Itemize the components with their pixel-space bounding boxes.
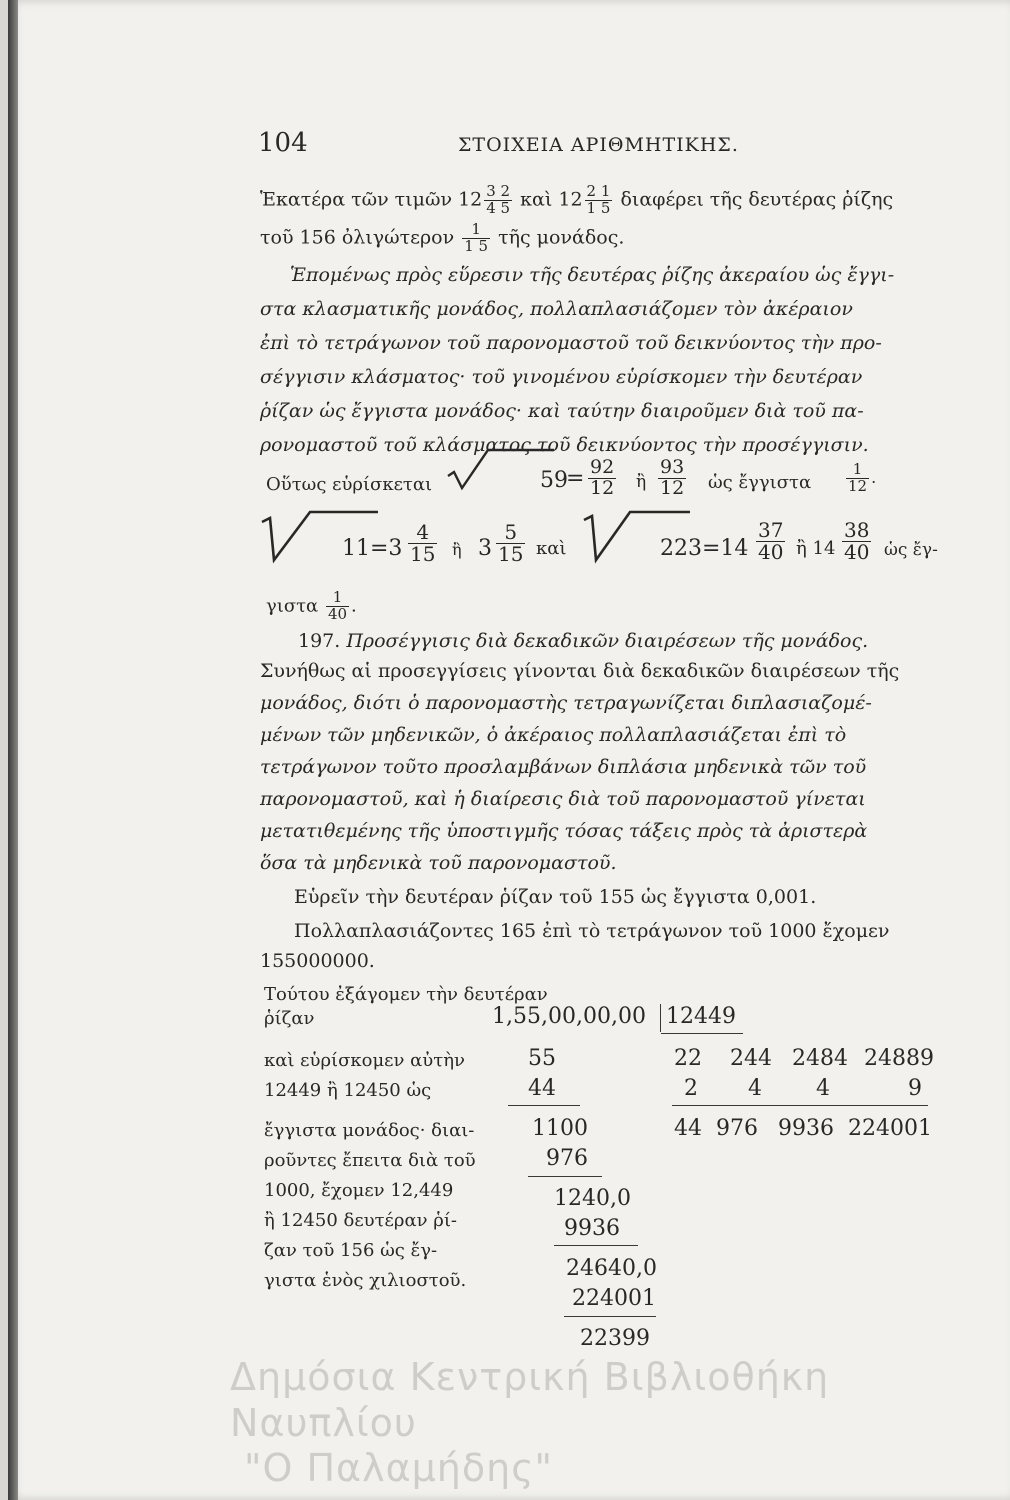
section-number: 197. [298,630,341,652]
fraction-numerator: 1 [326,590,349,607]
para2-line: Ἑπομένως πρὸς εὕρεσιν τῆς δευτέρας ῥίζης ἀκεραίου ὡς ἔγγι- [290,264,895,286]
work-step: 24640,0 [566,1256,657,1281]
work-step: 1240,0 [554,1186,631,1211]
root-result: 12449 [666,1004,736,1029]
eq2-equals2: =14 [702,536,749,561]
fraction [484,184,512,217]
eq1-radicand: 59 [540,468,568,493]
trial-value: 9 [908,1076,922,1101]
fraction-numerator: 93 [660,456,685,478]
trial-value: 44 [674,1116,702,1141]
work-rule [564,1316,656,1317]
side-text: 12449 ἢ 12450 ὡς [264,1080,432,1101]
side-text: ῥίζαν [264,1008,315,1029]
work-step: 9936 [564,1216,620,1241]
root-divider [660,1004,661,1032]
work-rule [528,1176,602,1177]
section-line: μένων τῶν μηδενικῶν, ὁ ἀκέραιος πολλαπλασιάζεται ἐπὶ τὸ [260,724,847,746]
root-underline [661,1033,743,1034]
fraction-denominator: 40 [327,604,348,623]
work-step: 1100 [532,1116,588,1141]
fraction [406,522,439,565]
section-line: μονάδος, διότι ὁ παρονομαστὴς τετραγωνίζεται διπλασιαζομέ- [260,692,872,714]
trial-value: 24889 [864,1046,934,1071]
fraction [586,458,618,499]
section-line: μετατιθεμένης τῆς ὑποστιγμῆς τόσας τάξεις πρὸς τὰ ἀριστερὰ [260,820,868,842]
page-number: 104 [258,128,308,158]
example-task: Εὑρεῖν τὴν δευτέραν ῥίζαν τοῦ 155 ὡς ἔγγιστα 0,001. [294,886,817,908]
para1-text-a: Ἑκατέρα τῶν τιμῶν 12 [260,188,483,211]
para2-line: σέγγισιν κλάσματος· τοῦ γινομένου εὑρίσκομεν τὴν δευτέραν [260,366,863,388]
para1-text-d: τοῦ 156 ὀλιγώτερον [260,226,455,249]
trial-value: 224001 [848,1116,932,1141]
fraction-denominator: 12 [660,476,685,499]
library-watermark [230,1355,1010,1492]
fraction-denominator: 40 [758,540,784,564]
eq2-equals1: =3 [370,536,403,561]
eq1-equals: = [566,466,585,491]
fraction-numerator: 92 [590,456,615,478]
fraction [494,522,527,565]
work-rule [554,1245,638,1246]
side-text: καὶ εὑρίσκομεν αὐτὴν [264,1050,465,1071]
work-step: 44 [528,1076,556,1101]
fraction-denominator: 1 5 [586,198,611,217]
fraction [462,222,490,255]
section-heading [298,630,868,652]
eq2-tail: ὡς ἔγ- [884,540,938,560]
fraction-numerator: 37 [758,518,784,542]
side-text: ζαν τοῦ 156 ὡς ἔγ- [264,1240,438,1261]
example-mult-line1: Πολλαπλασιάζοντες 165 ἐπὶ τὸ τετράγωνον τοῦ 1000 ἔχομεν [294,920,890,942]
section-line: Συνήθως αἱ προσεγγίσεις γίνονται διὰ δεκαδικῶν διαιρέσεων τῆς [260,660,900,682]
watermark-line: "Ο Παλαμήδης" [244,1446,554,1491]
eq2b-line [266,590,357,623]
para2-line: στα κλασματικῆς μονάδος, πολλαπλασιάζομεν τὸν ἀκέραιον [260,298,853,320]
side-text: ἢ 12450 δευτέραν ῥί- [264,1210,457,1231]
fraction-denominator: 15 [410,542,436,566]
watermark-line: Δημόσια Κεντρική Βιβλιοθήκη Ναυπλίου [230,1355,830,1445]
period: . [871,467,877,487]
para1-line2 [260,222,624,255]
fraction-denominator: 12 [590,476,615,499]
fraction-denominator: 12 [848,476,868,495]
period: . [351,595,357,617]
para2-line: ῥίζαν ὡς ἔγγιστα μονάδος· καὶ ταύτην διαιροῦμεν διὰ τοῦ πα- [260,400,864,422]
trial-value: 976 [716,1116,758,1141]
example-mult-line2: 155000000. [260,950,375,972]
side-text: 1000, ἔχομεν 12,449 [264,1180,454,1201]
running-title: ΣΤΟΙΧΕΙΑ ΑΡΙΘΜΗΤΙΚΗΣ. [458,134,739,156]
book-page [8,0,1010,1500]
para1-text-c: διαφέρει τῆς δευτέρας ῥίζης [620,188,894,211]
para1-line1 [260,184,893,217]
para2-line: ρονομαστοῦ τοῦ κλάσματος τοῦ δεικνύοντος τὴν προσέγγισιν. [260,434,869,456]
fraction-denominator: 1 5 [464,236,489,255]
page-spine-edge [8,0,18,1500]
fraction-numerator: 2 1 [586,182,611,200]
eq2b-text: γιστα [266,595,319,617]
trial-value: 2 [684,1076,698,1101]
side-text: ἔγγιστα μονάδος· διαι- [264,1120,475,1141]
eq2-radicand1: 11 [342,536,370,561]
section-line: ὅσα τὰ μηδενικὰ τοῦ παρονομαστοῦ. [260,852,617,874]
trial-value: 4 [816,1076,830,1101]
eq2-or2: ἢ 14 [796,538,836,559]
fraction [585,184,613,217]
trial-value: 22 [674,1046,702,1071]
fraction-numerator: 5 [496,522,525,544]
section-line: τετράγωνον τοῦτο προσλαμβάνων διπλάσια μηδενικὰ τῶν τοῦ [260,756,867,778]
fraction-denominator: 15 [498,542,524,566]
side-text: ροῦντες ἔπειτα διὰ τοῦ [264,1150,476,1171]
work-step: 22399 [580,1326,650,1351]
fraction [840,520,873,563]
fraction-numerator: 38 [844,518,870,542]
root-radicand: 1,55,00,00,00 [492,1004,646,1029]
trial-value: 2484 [792,1046,848,1071]
trial-value: 9936 [778,1116,834,1141]
fraction-denominator: 40 [844,540,870,564]
eq1-or: ἢ [636,472,647,492]
eq2-or1: ἢ [452,540,462,559]
para2-line: ἐπὶ τὸ τετράγωνον τοῦ παρονομαστοῦ τοῦ δεικνύοντος τὴν προ- [260,332,882,354]
fraction-numerator: 4 [408,522,437,544]
eq2-whole2: 3 [478,536,492,561]
trial-value: 4 [748,1076,762,1101]
fraction [754,520,787,563]
fraction-numerator: 3 2 [486,182,511,200]
trial-value: 244 [730,1046,772,1071]
work-step: 224001 [572,1286,656,1311]
fraction [844,462,876,495]
trial-rule [672,1105,928,1106]
work-step: 55 [528,1046,556,1071]
work-step: 976 [546,1146,588,1171]
para1-text-e: τῆς μονάδος. [498,226,625,249]
eq2-and: καὶ [536,538,567,559]
work-rule [508,1105,580,1106]
para1-text-b: καὶ 12 [520,188,583,211]
eq2-radicand2: 223 [660,536,702,561]
eq1-lead: Οὕτως εὑρίσκεται [266,474,433,495]
fraction-numerator: 1 [846,462,869,479]
eq1-tail: ὡς ἔγγιστα [708,472,812,493]
side-text: γιστα ἑνὸς χιλιοστοῦ. [264,1270,467,1291]
fraction-denominator: 4 5 [486,198,511,217]
side-text: Τούτου ἐξάγομεν τὴν δευτέραν [264,984,548,1005]
fraction-numerator: 1 [462,222,490,239]
section-line: παρονομαστοῦ, καὶ ἡ διαίρεσις διὰ τοῦ παρονομαστοῦ γίνεται [260,788,866,810]
section-title: Προσέγγισις διὰ δεκαδικῶν διαιρέσεων τῆς μονάδος. [346,630,869,652]
fraction [656,458,688,499]
